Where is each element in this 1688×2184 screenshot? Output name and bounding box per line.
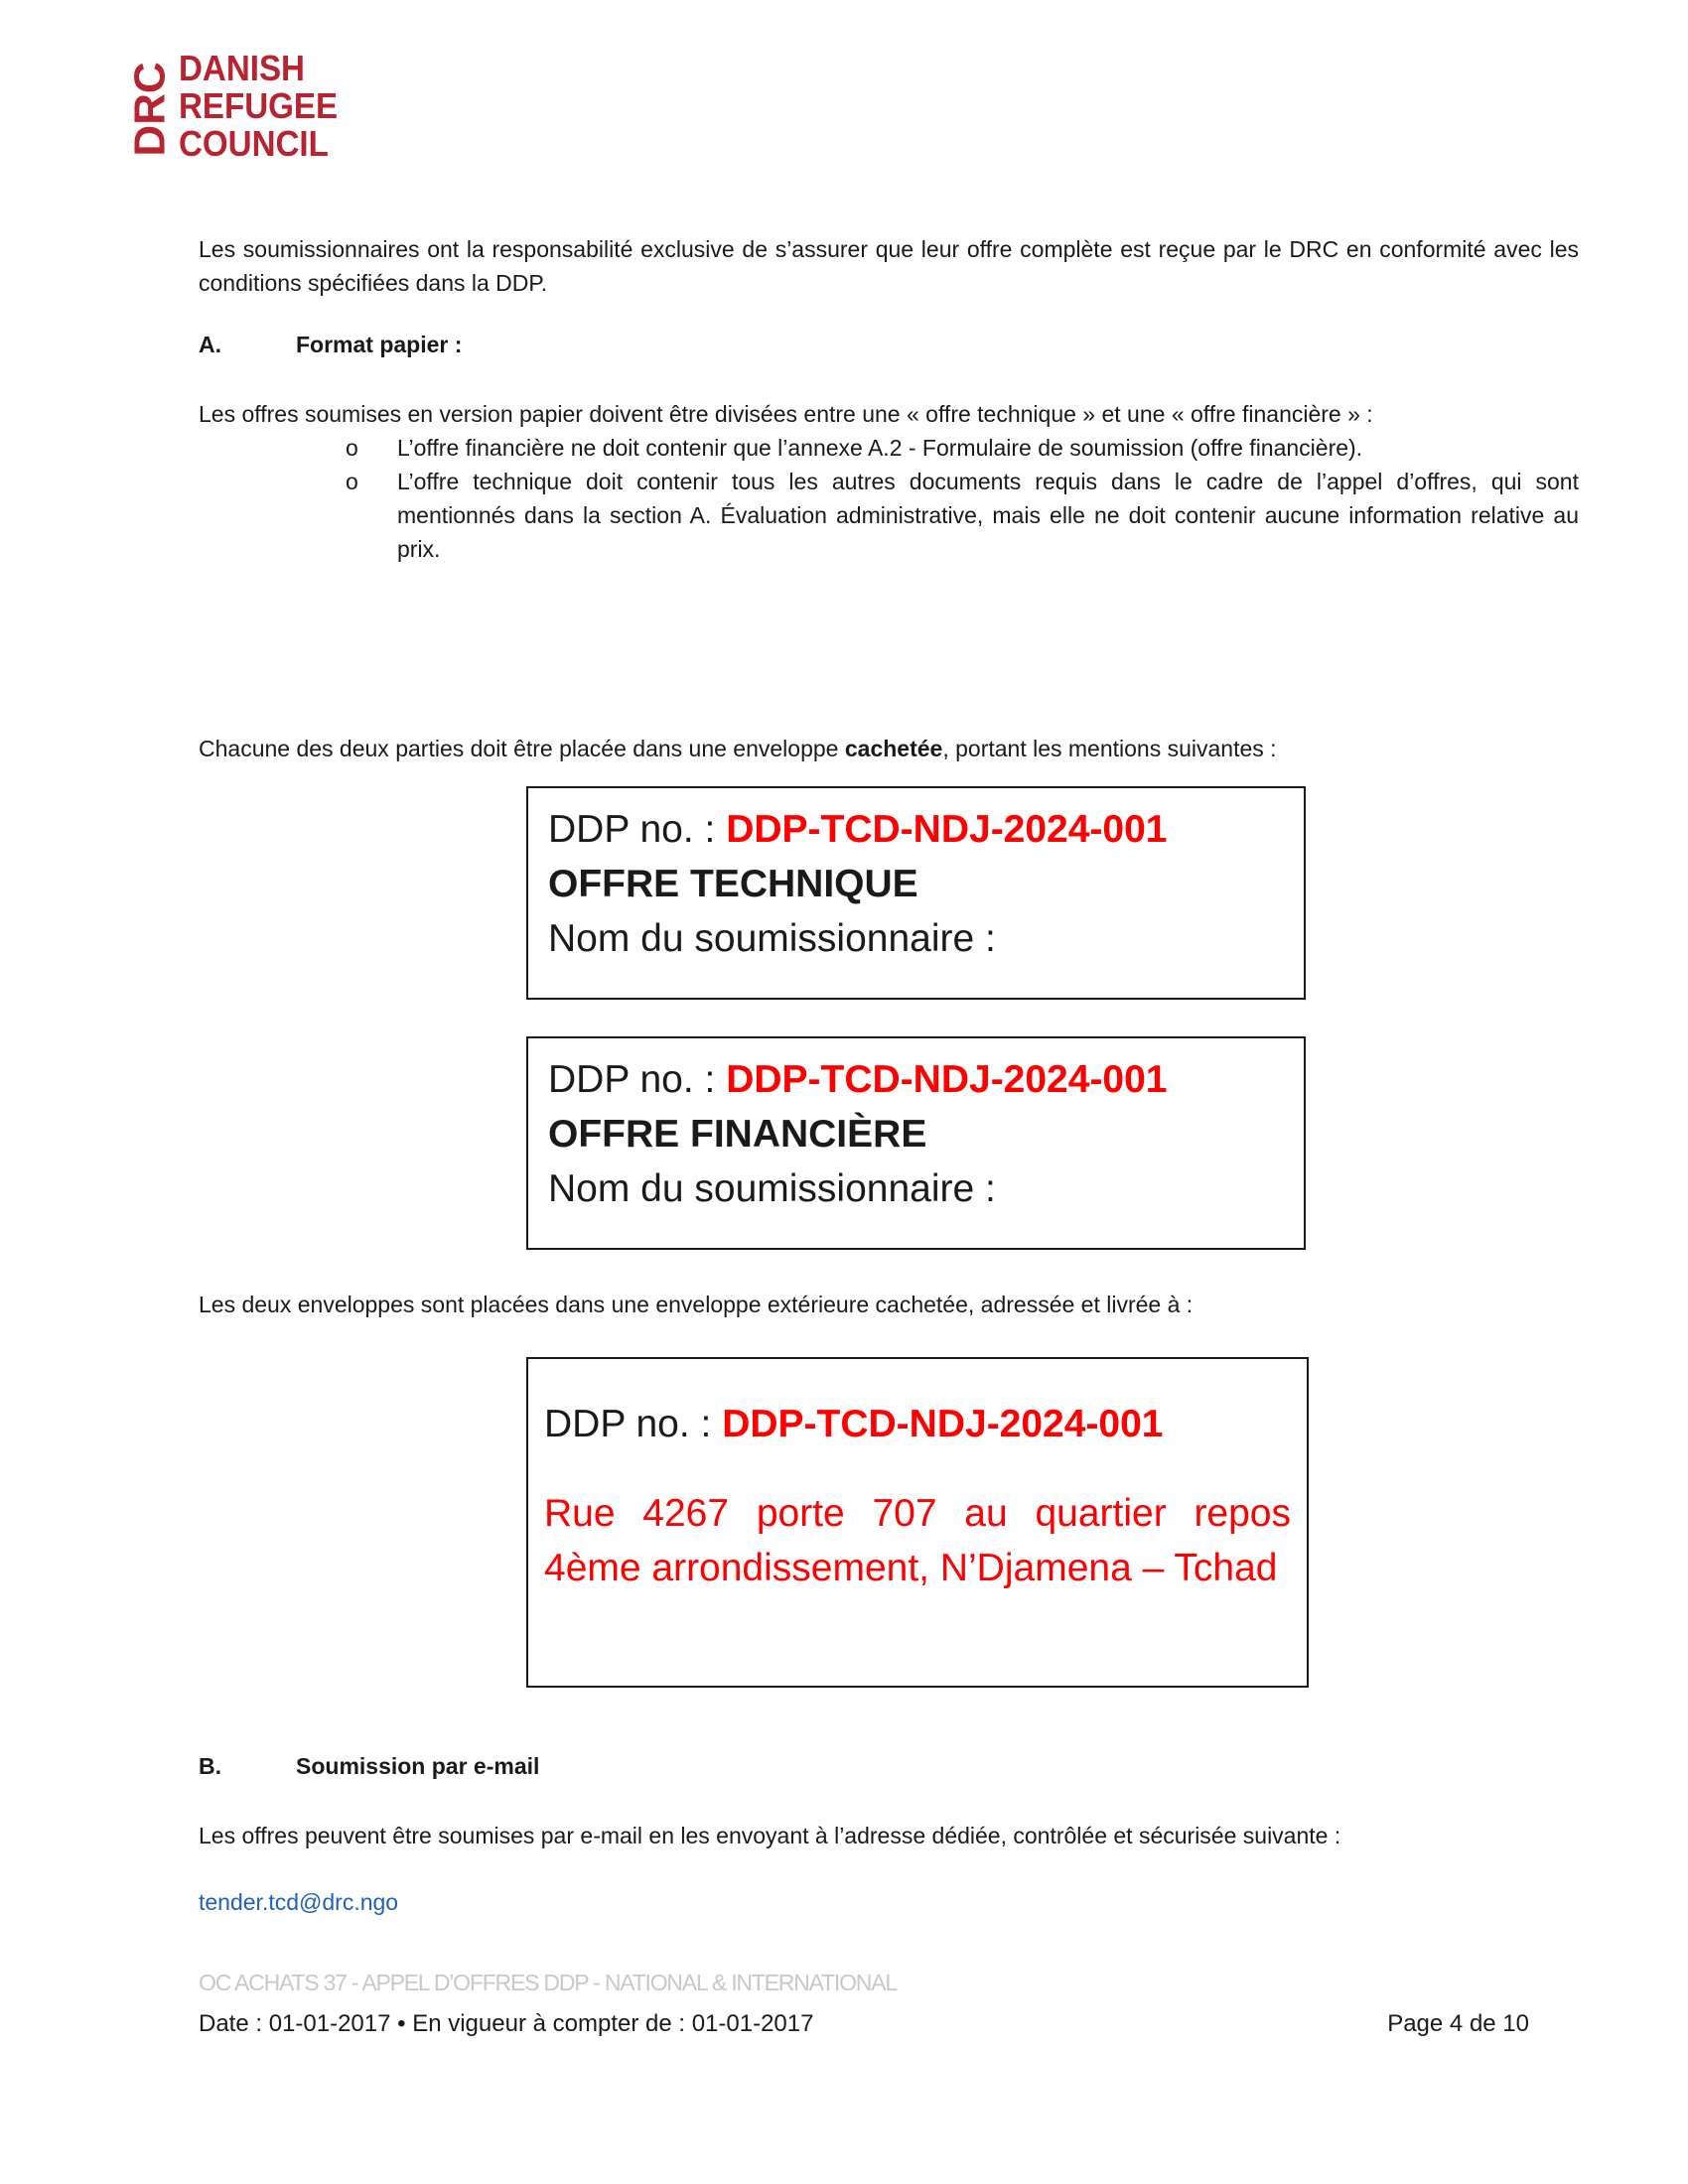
bullet-text: L’offre financière ne doit contenir que l’annexe A.2 - Formulaire de soumission (offre financière).	[397, 435, 1363, 461]
bullet-text: L’offre technique doit contenir tous les autres documents requis dans le cadre de l’appel d’offres, qui sont mentionnés dans la section A. Évaluation administrative, mais elle ne doit contenir aucune information relative au prix.	[397, 469, 1579, 562]
label-box-financiere	[526, 1036, 1306, 1250]
envelope-text-after: , portant les mentions suivantes :	[942, 736, 1277, 761]
offer-title: OFFRE FINANCIÈRE	[548, 1113, 927, 1156]
ddp-reference: DDP-TCD-NDJ-2024-001	[726, 1058, 1168, 1101]
bullet-marker: o	[346, 435, 358, 461]
tender-email-link[interactable]: tender.tcd@drc.ngo	[199, 1889, 399, 1915]
logo-line-danish: DANISH	[179, 48, 305, 88]
box-ddp-line	[544, 1397, 1291, 1451]
svg-text:DRC: DRC	[125, 62, 175, 157]
box-ddp-line	[548, 802, 1284, 857]
envelope-instruction	[199, 732, 1579, 765]
section-a-intro: Les offres soumises en version papier doivent être divisées entre une « offre technique » et une « offre financière » :	[199, 401, 1373, 427]
section-b-intro: Les offres peuvent être soumises par e-mail en les envoyant à l’adresse dédiée, contrôlée et sécurisée suivante :	[199, 1823, 1341, 1848]
ddp-reference: DDP-TCD-NDJ-2024-001	[722, 1403, 1164, 1445]
ddp-label: DDP no. :	[548, 1058, 727, 1101]
bullet-marker: o	[346, 469, 358, 494]
envelope-text-before: Chacune des deux parties doit être placée dans une enveloppe	[199, 736, 845, 761]
logo-line-refugee: REFUGEE	[179, 85, 339, 126]
offer-title: OFFRE TECHNIQUE	[548, 863, 918, 905]
footer-date: Date : 01-01-2017 • En vigueur à compter de : 01-01-2017	[199, 2010, 814, 2037]
section-b-title: Soumission par e-mail	[296, 1753, 540, 1779]
footer-line	[199, 2007, 1529, 2041]
delivery-address: Rue 4267 porte 707 au quartier repos 4ème arrondissement, N’Djamena – Tchad	[544, 1492, 1291, 1589]
section-a-letter: A.	[199, 332, 221, 357]
ddp-label: DDP no. :	[544, 1403, 723, 1445]
drc-logo-wordmark	[179, 50, 338, 163]
label-box-technique	[526, 786, 1306, 1000]
section-a-bullet-list	[199, 431, 1579, 566]
intro-paragraph: Les soumissionnaires ont la responsabilité exclusive de s’assurer que leur offre complète est reçue par le DRC en conformité avec les conditions spécifiées dans la DDP.	[199, 236, 1579, 296]
outer-envelope-instruction: Les deux enveloppes sont placées dans une enveloppe extérieure cachetée, adressée et livrée à :	[199, 1292, 1194, 1317]
section-a-title: Format papier :	[296, 332, 463, 357]
bullet-item-financial	[199, 431, 1579, 465]
section-b-letter: B.	[199, 1753, 221, 1779]
footer-page-number: Page 4 de 10	[1387, 2010, 1529, 2037]
logo-line-council: COUNCIL	[179, 123, 329, 164]
bidder-name-label: Nom du soumissionnaire :	[548, 1167, 996, 1210]
bidder-name-label: Nom du soumissionnaire :	[548, 917, 996, 960]
drc-logo	[125, 48, 350, 169]
box-ddp-line	[548, 1052, 1284, 1107]
ddp-reference: DDP-TCD-NDJ-2024-001	[726, 808, 1168, 851]
label-box-address	[526, 1357, 1309, 1688]
drc-logo-mark	[125, 54, 175, 165]
footer-brand: OC ACHATS 37 - APPEL D’OFFRES DDP - NATIONAL & INTERNATIONAL	[199, 1970, 897, 1995]
ddp-label: DDP no. :	[548, 808, 727, 851]
bullet-item-technical	[199, 465, 1579, 566]
envelope-text-bold: cachetée	[844, 736, 943, 761]
